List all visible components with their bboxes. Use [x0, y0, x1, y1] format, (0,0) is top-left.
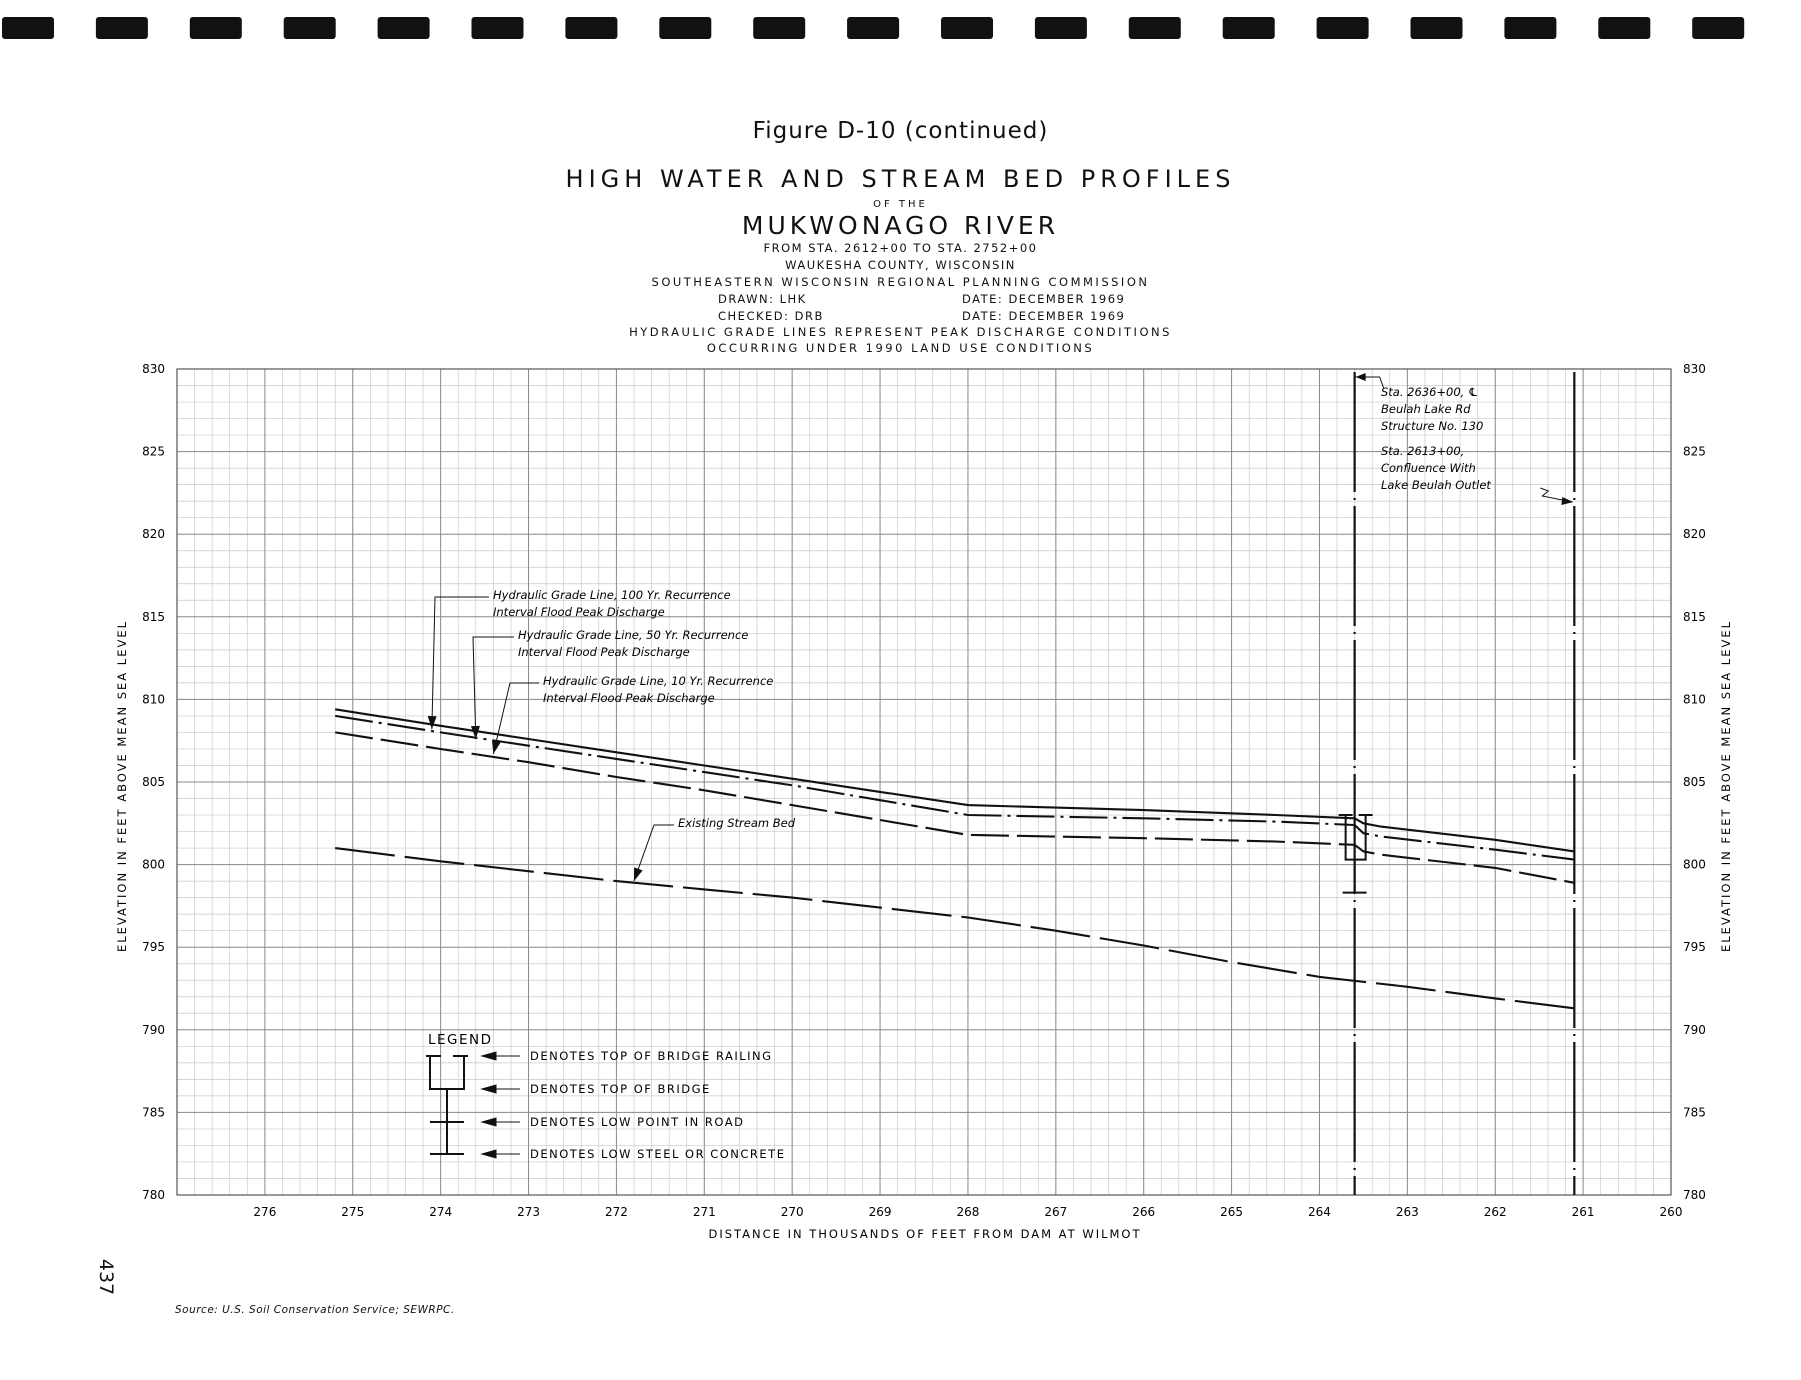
- legend-arrow: [482, 1150, 520, 1158]
- station-label-line: Lake Beulah Outlet: [1380, 478, 1491, 492]
- annotation-text: Interval Flood Peak Discharge: [493, 605, 665, 619]
- note-line-2: OCCURRING UNDER 1990 LAND USE CONDITIONS: [706, 341, 1095, 355]
- checked-by: CHECKED: DRB: [718, 309, 824, 323]
- binder-strip: [2, 17, 1744, 39]
- x-ticks: [253, 1205, 1682, 1219]
- y-tick-label-right: 790: [1683, 1022, 1706, 1037]
- binder-hole: [1598, 17, 1650, 39]
- y-tick-label-right: 785: [1683, 1105, 1706, 1120]
- y-ticks-right: [1683, 362, 1706, 1202]
- legend-arrow: [482, 1052, 520, 1060]
- y-tick-label-right: 780: [1683, 1188, 1706, 1202]
- binder-hole: [753, 17, 805, 39]
- x-axis-label: DISTANCE IN THOUSANDS OF FEET FROM DAM AT WILMOT: [708, 1227, 1142, 1241]
- y-axis-label-right: ELEVATION IN FEET ABOVE MEAN SEA LEVEL: [1719, 619, 1733, 953]
- legend-title: LEGEND: [428, 1032, 493, 1048]
- binder-hole: [1223, 17, 1275, 39]
- binder-hole: [1692, 17, 1744, 39]
- drawn-by: DRAWN: LHK: [718, 292, 807, 306]
- station-arrowhead: [1356, 373, 1366, 381]
- annotation-arrowhead: [634, 867, 643, 881]
- county-label: WAUKESHA COUNTY, WISCONSIN: [785, 258, 1016, 272]
- binder-hole: [378, 17, 430, 39]
- title-of-the: OF THE: [873, 199, 928, 210]
- y-tick-label-left: 800: [142, 857, 165, 872]
- binder-hole: [2, 17, 54, 39]
- x-tick-label: 275: [341, 1205, 365, 1219]
- station-label-line: Sta. 2613+00,: [1380, 444, 1465, 458]
- y-tick-label-right: 820: [1683, 527, 1706, 542]
- y-tick-label-right: 805: [1683, 775, 1706, 789]
- binder-hole: [941, 17, 993, 39]
- y-tick-label-left: 810: [142, 692, 165, 707]
- binder-hole: [190, 17, 242, 39]
- x-tick-label: 269: [868, 1205, 892, 1219]
- y-tick-label-right: 825: [1683, 444, 1706, 459]
- y-tick-label-right: 830: [1683, 362, 1706, 376]
- x-tick-label: 268: [956, 1205, 980, 1219]
- reach-label: FROM STA. 2612+00 TO STA. 2752+00: [763, 241, 1038, 255]
- legend-item-label: DENOTES TOP OF BRIDGE RAILING: [530, 1049, 773, 1063]
- y-tick-label-left: 805: [142, 775, 165, 789]
- x-tick-label: 274: [429, 1205, 453, 1219]
- binder-hole: [96, 17, 148, 39]
- annotation-text: Hydraulic Grade Line, 100 Yr. Recurrence: [493, 588, 731, 602]
- annotation-text: Interval Flood Peak Discharge: [543, 691, 715, 705]
- y-tick-label-left: 830: [142, 362, 165, 376]
- legend-arrow: [482, 1118, 520, 1126]
- binder-hole: [1129, 17, 1181, 39]
- x-tick-label: 271: [692, 1205, 716, 1219]
- x-tick-label: 276: [253, 1205, 277, 1219]
- binder-hole: [472, 17, 524, 39]
- station-label-line: Sta. 2636+00, ℄: [1380, 385, 1479, 399]
- figure-label: Figure D-10 (continued): [752, 118, 1049, 144]
- binder-hole: [1317, 17, 1369, 39]
- annotation-text: Interval Flood Peak Discharge: [518, 645, 690, 659]
- page-number: 437: [95, 1258, 118, 1296]
- x-tick-label: 265: [1220, 1205, 1244, 1219]
- series-line: [335, 848, 1574, 1008]
- legend-item-label: DENOTES TOP OF BRIDGE: [530, 1082, 711, 1096]
- legend: [426, 1032, 785, 1161]
- drawn-date: DATE: DECEMBER 1969: [962, 292, 1126, 306]
- y-tick-label-right: 815: [1683, 609, 1706, 624]
- series-line: [335, 732, 1574, 882]
- station-label-line: Structure No. 130: [1380, 419, 1484, 433]
- binder-hole: [565, 17, 617, 39]
- legend-item-label: DENOTES LOW STEEL OR CONCRETE: [530, 1147, 786, 1161]
- binder-hole: [1035, 17, 1087, 39]
- binder-hole: [1504, 17, 1556, 39]
- x-tick-label: 273: [517, 1205, 540, 1219]
- y-tick-label-left: 815: [142, 609, 165, 624]
- x-tick-label: 264: [1308, 1205, 1331, 1219]
- legend-item-label: DENOTES LOW POINT IN ROAD: [530, 1115, 745, 1129]
- station-leader: [1355, 377, 1384, 388]
- x-tick-label: 266: [1132, 1205, 1156, 1219]
- y-tick-label-right: 795: [1683, 940, 1706, 955]
- major-grid: [177, 369, 1671, 1195]
- y-tick-label-right: 810: [1683, 692, 1706, 707]
- x-tick-label: 262: [1483, 1205, 1507, 1219]
- y-tick-label-right: 800: [1683, 857, 1706, 872]
- x-tick-label: 260: [1659, 1205, 1683, 1219]
- binder-hole: [1411, 17, 1463, 39]
- y-ticks-left: [142, 362, 165, 1202]
- series-line: [335, 709, 1574, 851]
- annotation-arrowhead: [492, 740, 501, 754]
- legend-symbol: [426, 1056, 468, 1154]
- y-tick-label-left: 790: [142, 1022, 165, 1037]
- y-axis-label-left: ELEVATION IN FEET ABOVE MEAN SEA LEVEL: [115, 619, 129, 953]
- annotation-text: Existing Stream Bed: [678, 816, 795, 830]
- annotation-arrowhead: [428, 716, 437, 729]
- legend-arrow: [482, 1085, 520, 1093]
- note-line-1: HYDRAULIC GRADE LINES REPRESENT PEAK DISCHARGE CONDITIONS: [629, 325, 1172, 339]
- station-label-line: Confluence With: [1380, 461, 1476, 475]
- y-tick-label-left: 785: [142, 1105, 165, 1120]
- agency-label: SOUTHEASTERN WISCONSIN REGIONAL PLANNING COMMISSION: [651, 275, 1150, 289]
- vertical-markers: [1355, 372, 1575, 1195]
- y-tick-label-left: 825: [142, 444, 165, 459]
- annotations: [428, 588, 796, 881]
- x-tick-label: 272: [604, 1205, 628, 1219]
- river-name: MUKWONAGO RIVER: [741, 211, 1060, 240]
- chart-title: HIGH WATER AND STREAM BED PROFILES: [565, 165, 1236, 193]
- source-note: Source: U.S. Soil Conservation Service; SEWRPC.: [175, 1304, 455, 1316]
- x-tick-label: 267: [1044, 1205, 1068, 1219]
- binder-hole: [847, 17, 899, 39]
- y-tick-label-left: 820: [142, 527, 165, 542]
- x-tick-label: 270: [780, 1205, 804, 1219]
- x-tick-label: 263: [1395, 1205, 1419, 1219]
- binder-hole: [659, 17, 711, 39]
- checked-date: DATE: DECEMBER 1969: [962, 309, 1126, 323]
- annotation-text: Hydraulic Grade Line, 50 Yr. Recurrence: [518, 628, 749, 642]
- annotation-text: Hydraulic Grade Line, 10 Yr. Recurrence: [543, 674, 774, 688]
- y-tick-label-left: 780: [142, 1188, 165, 1202]
- x-tick-label: 261: [1571, 1205, 1595, 1219]
- station-label-line: Beulah Lake Rd: [1380, 402, 1471, 416]
- y-tick-label-left: 795: [142, 940, 165, 955]
- binder-hole: [284, 17, 336, 39]
